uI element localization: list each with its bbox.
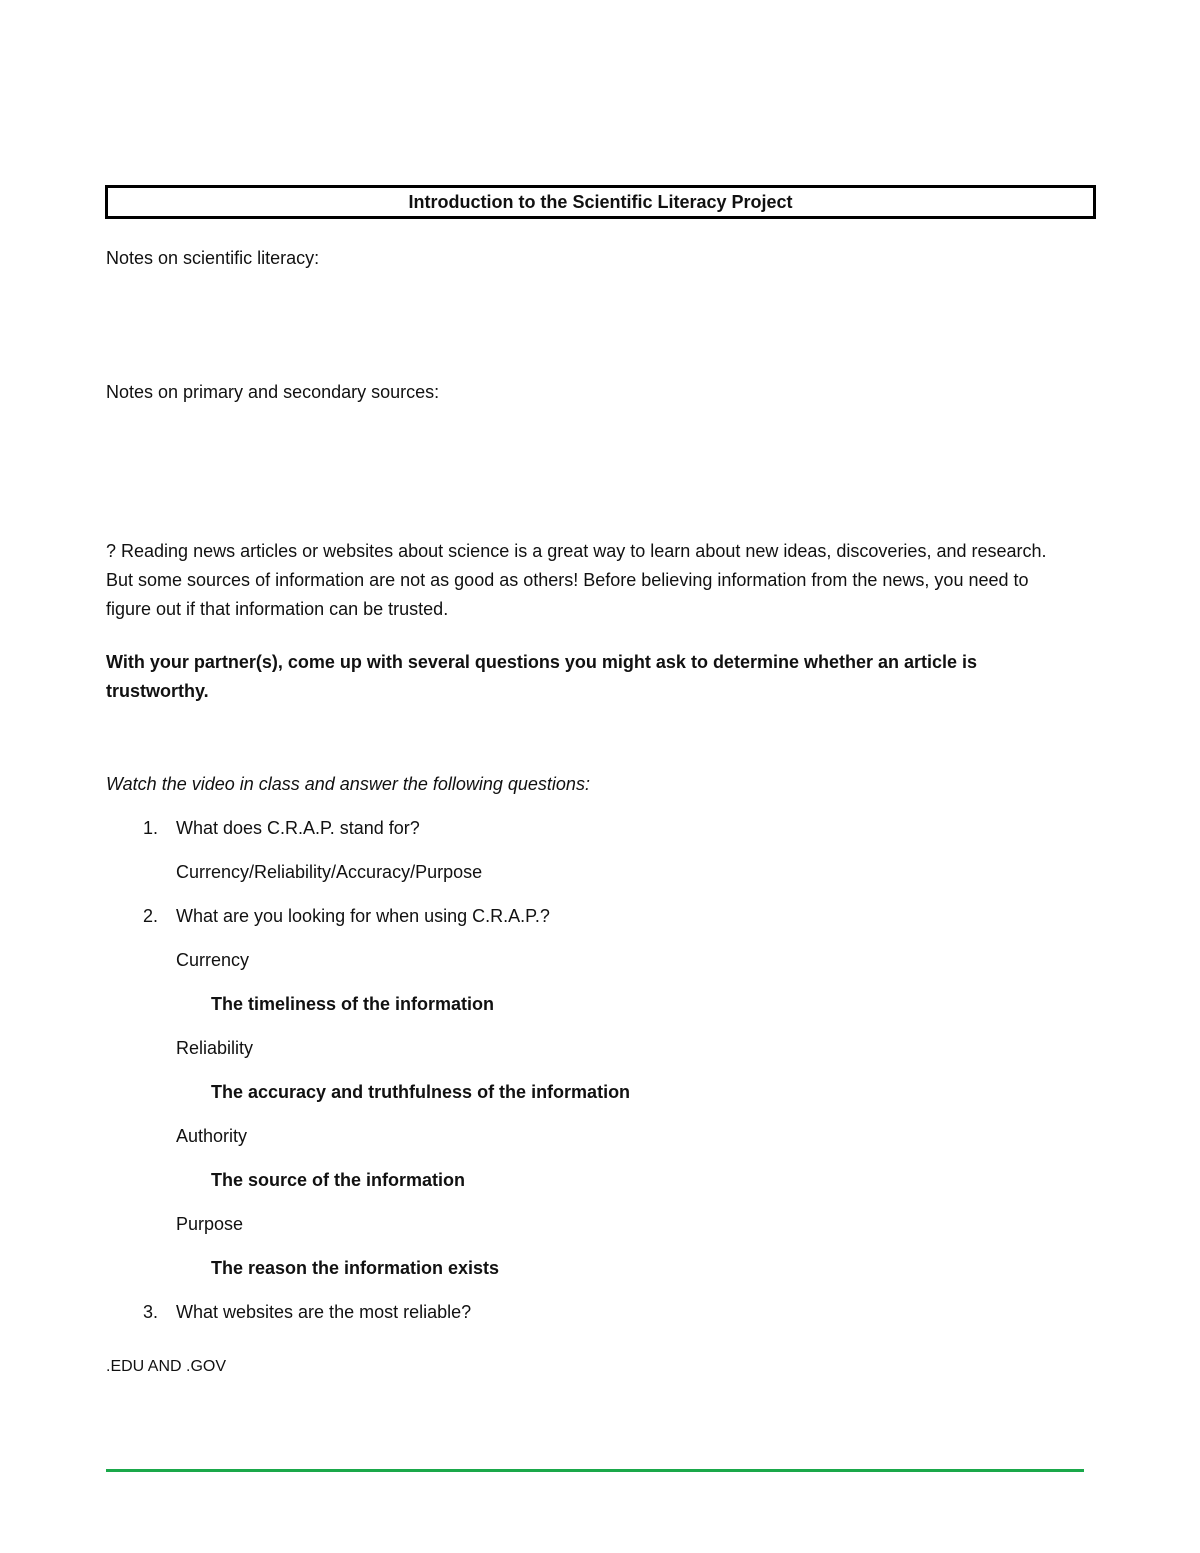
criterion-term: Reliability bbox=[176, 1038, 254, 1058]
criterion-term: Purpose bbox=[176, 1214, 244, 1234]
question-number: 2. bbox=[142, 906, 158, 926]
criterion-definition: The reason the information exists bbox=[211, 1258, 500, 1278]
partner-task: With your partner(s), come up with several questions you might ask to determine whether an article is trustworthy. bbox=[106, 652, 978, 701]
question-answer: Currency/Reliability/Accuracy/Purpose bbox=[176, 862, 483, 882]
notes-sources-label: Notes on primary and secondary sources: bbox=[106, 382, 440, 402]
criterion-definition: The accuracy and truthfulness of the information bbox=[211, 1082, 631, 1102]
notes-literacy-label: Notes on scientific literacy: bbox=[106, 248, 320, 268]
question-answer: .EDU AND .GOV bbox=[106, 1358, 227, 1375]
intro-paragraph: ? Reading news articles or websites about science is a great way to learn about new ideas, discoveries, and research. But some sources of information are not as good as others! Before believing information from the news, you need to figure out if that information can be trusted. bbox=[106, 541, 1047, 619]
question-text: What are you looking for when using C.R.A.P.? bbox=[176, 906, 550, 926]
question-number: 3. bbox=[142, 1302, 158, 1322]
criterion-term: Authority bbox=[176, 1126, 248, 1146]
question-number: 1. bbox=[142, 818, 158, 838]
page-title-box bbox=[105, 185, 1096, 219]
criterion-definition: The source of the information bbox=[211, 1170, 466, 1190]
question-text: What websites are the most reliable? bbox=[176, 1302, 472, 1322]
criterion-term: Currency bbox=[176, 950, 250, 970]
page-title: Introduction to the Scientific Literacy Project bbox=[408, 191, 793, 212]
footer-divider bbox=[106, 1469, 1084, 1472]
criterion-definition: The timeliness of the information bbox=[211, 994, 495, 1014]
video-instruction: Watch the video in class and answer the following questions: bbox=[106, 774, 590, 794]
question-text: What does C.R.A.P. stand for? bbox=[176, 818, 420, 838]
